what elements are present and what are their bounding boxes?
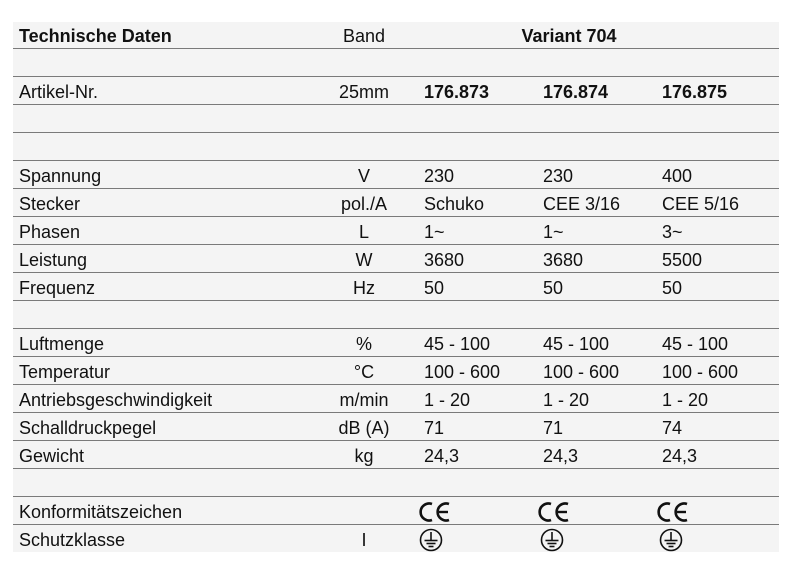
article-number-1: 176.873 [424,82,490,102]
row-unit: 25mm [338,82,389,102]
spacer-row [13,50,779,77]
value-2: 45 - 100 [543,334,610,354]
value-1: 45 - 100 [424,334,491,354]
value-2: 3680 [543,250,584,270]
row-label: Artikel-Nr. [19,82,99,102]
article-number-2: 176.874 [543,82,609,102]
row-unit: pol./A [340,194,388,214]
row-unit: L [358,222,369,242]
spacer-row [13,134,779,161]
table-row [13,162,779,189]
value-3: CEE 5/16 [662,194,740,214]
protective-earth-icon [419,526,443,553]
row-label: Temperatur [19,362,111,382]
protective-earth-icon [540,526,564,553]
table-row [13,218,779,245]
row-label: Schutzklasse [19,530,126,550]
row-unit: W [355,250,373,270]
spacer-row [13,302,779,329]
value-1: 71 [424,418,445,438]
spacer-row [13,106,779,133]
variant-header: Variant 704 [521,26,617,46]
value-2: CEE 3/16 [543,194,621,214]
row-label: Schalldruckpegel [19,418,157,438]
value-3: 400 [662,166,693,186]
table-row [13,330,779,357]
table-row-article [13,78,779,105]
value-1: Schuko [424,194,485,214]
value-3: 100 - 600 [662,362,739,382]
row-label: Phasen [19,222,81,242]
value-1: 230 [424,166,455,186]
table-row-protection [13,526,779,553]
value-2: 24,3 [543,446,579,466]
value-3: 3~ [662,222,683,242]
row-label: Gewicht [19,446,85,466]
table-row [13,190,779,217]
value-2: 230 [543,166,574,186]
table-row [13,414,779,441]
row-unit: % [355,334,372,354]
row-label: Spannung [19,166,102,186]
value-1: 1~ [424,222,445,242]
value-2: 1~ [543,222,564,242]
value-3: 50 [662,278,683,298]
row-unit: I [361,530,367,550]
ce-mark-icon [537,498,571,525]
value-3: 74 [662,418,683,438]
row-label: Luftmenge [19,334,105,354]
table-row [13,442,779,469]
band-header: Band [342,26,386,46]
row-unit: V [357,166,370,186]
row-unit: Hz [353,278,375,298]
value-3: 45 - 100 [662,334,729,354]
value-2: 100 - 600 [543,362,620,382]
value-1: 24,3 [424,446,460,466]
value-1: 3680 [424,250,465,270]
value-2: 50 [543,278,564,298]
table-row [13,246,779,273]
ce-mark-icon [656,498,690,525]
spacer-row [13,470,779,497]
protective-earth-icon [659,526,683,553]
value-1: 50 [424,278,445,298]
value-3: 24,3 [662,446,698,466]
row-unit: m/min [339,390,389,410]
row-label: Leistung [19,250,88,270]
row-unit: dB (A) [338,418,390,438]
row-label: Frequenz [19,278,96,298]
row-label: Stecker [19,194,81,214]
table-row [13,358,779,385]
article-number-3: 176.875 [662,82,728,102]
ce-mark-icon [418,498,452,525]
header-row [13,22,779,49]
row-unit: kg [354,446,374,466]
row-label: Antriebsgeschwindigkeit [19,390,213,410]
value-2: 71 [543,418,564,438]
value-3: 5500 [662,250,703,270]
value-1: 100 - 600 [424,362,501,382]
row-unit: °C [353,362,375,382]
table-row-conformity [13,498,779,525]
table-row [13,386,779,413]
table-row [13,274,779,301]
value-1: 1 - 20 [424,390,471,410]
table-title: Technische Daten [19,26,172,46]
row-label: Konformitätszeichen [19,502,183,522]
value-2: 1 - 20 [543,390,590,410]
value-3: 1 - 20 [662,390,709,410]
